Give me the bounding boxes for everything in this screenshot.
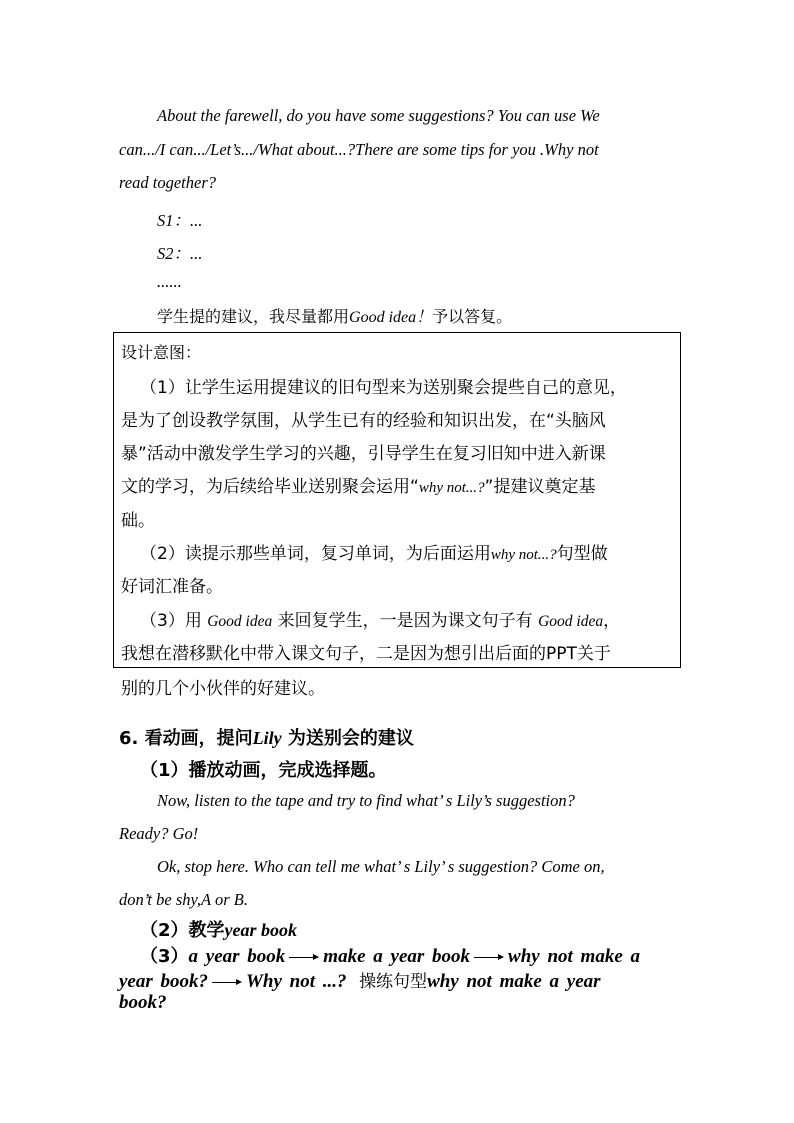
phrase-a-year-book: a year book: [188, 946, 286, 967]
practice-pattern-label: 操练句型: [359, 972, 428, 992]
phrase-why-not-make-a-year: why not make a year: [427, 971, 601, 992]
phrase-why-not-make-a: why not make a: [508, 946, 641, 967]
question-2-line-2: don’t be shy,A or B.: [119, 890, 248, 909]
design-p3-line-1: [140, 606, 620, 631]
ellipsis-line: ......: [157, 272, 182, 291]
question-1-line-2: Ready? Go!: [119, 824, 199, 843]
design-p3-line-3: 别的几个小伙伴的好建议。: [121, 679, 325, 699]
section-6-heading-english: Lily: [252, 728, 282, 748]
reply-suffix: 予以答复。: [432, 307, 513, 326]
intro-line-3: read together?: [119, 173, 216, 192]
question-1-line-1: Now, listen to the tape and try to find what’ s Lily’s suggestion?: [157, 791, 575, 810]
design-p2-line-1-prefix: （2）读提示那些单词，复习单词，为后面运用: [140, 544, 491, 564]
design-p3-english-2: Good idea: [538, 613, 604, 630]
design-p2-line-1: [140, 539, 608, 564]
subsection-2: [140, 916, 297, 942]
design-p1-line-3: 暴”活动中激发学生学习的兴趣，引导学生在复习旧知中进入新课: [121, 444, 606, 464]
phrase-why-not: Why not ...?: [246, 971, 347, 992]
design-p1-line-5: 础。: [121, 511, 155, 531]
section-6-heading-suffix: 为送别会的建议: [287, 728, 414, 749]
design-p1-line-4: [121, 472, 595, 497]
subsection-1: （1）播放动画，完成选择题。: [140, 760, 387, 781]
section-6-heading: [119, 724, 414, 750]
design-p3-suffix: ，: [603, 611, 621, 631]
design-p1-line-1: （1）让学生运用提建议的旧句型来为送别聚会提些自己的意见，: [140, 378, 627, 398]
subsection-2-english: year book: [224, 920, 298, 940]
subsection-3-prefix: （3）: [140, 946, 189, 967]
phrase-year-book-question: year book?: [119, 971, 209, 992]
teacher-reply-line: [157, 304, 512, 327]
design-p1-line-4-english: why not...?: [418, 480, 485, 496]
reply-prefix: 学生提的建议，我尽量都用: [157, 307, 350, 326]
design-p3-middle: 来回复学生，一是因为课文句子有: [272, 611, 539, 631]
question-2-line-1: Ok, stop here. Who can tell me what’ s Lily’ s suggestion? Come on,: [157, 857, 605, 876]
arrow-right-icon: [212, 978, 242, 986]
arrow-right-icon: [289, 953, 319, 961]
section-6-heading-prefix: 6. 看动画，提问: [119, 728, 253, 749]
design-p2-line-2: 好词汇准备。: [121, 577, 223, 597]
design-p1-line-2: 是为了创设教学氛围，从学生已有的经验和知识出发，在“头脑风: [121, 411, 606, 431]
design-p2-line-1-suffix: 句型做: [556, 544, 608, 564]
reply-english: Good idea！: [349, 309, 433, 326]
subsection-3-line-2: [119, 967, 601, 993]
phrase-make-a-year-book: make a year book: [323, 946, 471, 967]
subsection-3-line-3: book?: [119, 992, 167, 1013]
subsection-3-line-1: [140, 942, 640, 968]
design-p3-prefix: （3）用: [140, 611, 208, 631]
student-1-line: S1：...: [157, 211, 203, 230]
design-p3-english-1: Good idea: [207, 613, 273, 630]
intro-line-1: About the farewell, do you have some suggestions? You can use We: [157, 106, 600, 125]
design-p3-line-2: 我想在潜移默化中带入课文句子，二是因为想引出后面的PPT关于: [121, 644, 611, 664]
design-p1-line-4-prefix: 文的学习，为后续给毕业送别聚会运用“: [121, 477, 419, 497]
design-intent-title: 设计意图：: [121, 343, 202, 362]
design-p2-line-1-english: why not...?: [490, 547, 557, 563]
design-p1-line-4-suffix: ”提建议奠定基: [484, 477, 596, 497]
intro-line-2: can.../I can.../Let’s.../What about...?There are some tips for you .Why not: [119, 140, 599, 159]
arrow-right-icon: [474, 953, 504, 961]
subsection-2-prefix: （2）教学: [140, 920, 225, 941]
student-2-line: S2：...: [157, 244, 203, 263]
